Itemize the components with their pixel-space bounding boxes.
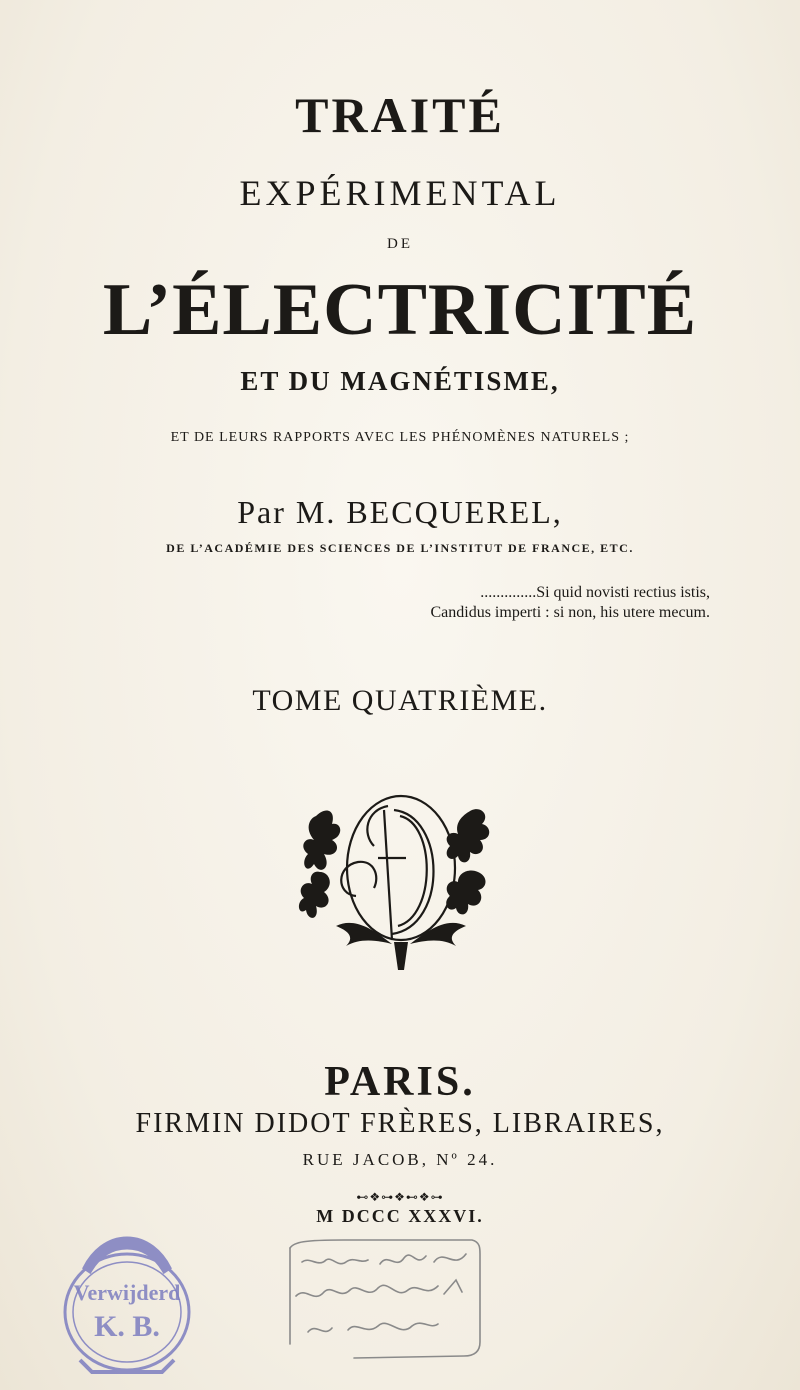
- title-magnetisme: ET DU MAGNÉTISME,: [240, 366, 560, 396]
- handwritten-signature-icon: [284, 1234, 484, 1362]
- title-traite: TRAITÉ: [295, 87, 505, 143]
- title-electricite: L’ÉLECTRICITÉ: [102, 269, 698, 351]
- affiliation: DE L’ACADÉMIE DES SCIENCES DE L’INSTITUT DE FRANCE, ETC.: [166, 541, 634, 555]
- city: PARIS.: [324, 1059, 476, 1105]
- title-experimental: EXPÉRIMENTAL: [239, 173, 561, 213]
- publisher: FIRMIN DIDOT FRÈRES, LIBRAIRES,: [135, 1108, 665, 1139]
- svg-text:Verwijderd: Verwijderd: [73, 1280, 181, 1305]
- subtitle: ET DE LEURS RAPPORTS AVEC LES PHÉNOMÈNES NATURELS ;: [170, 430, 630, 445]
- svg-text:K. B.: K. B.: [94, 1310, 160, 1343]
- ornament-divider: ⊷❖⊶❖⊷❖⊶: [356, 1190, 444, 1204]
- epigraph-line-1: ..............Si quid novisti rectius istis,: [480, 584, 710, 601]
- publisher-address: RUE JACOB, Nº 24.: [302, 1150, 498, 1169]
- volume-label: TOME QUATRIÈME.: [252, 684, 548, 717]
- publication-date: M DCCC XXXVI.: [316, 1206, 484, 1226]
- title-de: DE: [387, 236, 413, 252]
- author-line: Par M. BECQUEREL,: [237, 494, 563, 530]
- epigraph-line-2: Candidus imperti : si non, his utere mecum.: [430, 604, 710, 621]
- printer-device-icon: [296, 776, 506, 972]
- library-stamp-icon: [52, 1232, 202, 1382]
